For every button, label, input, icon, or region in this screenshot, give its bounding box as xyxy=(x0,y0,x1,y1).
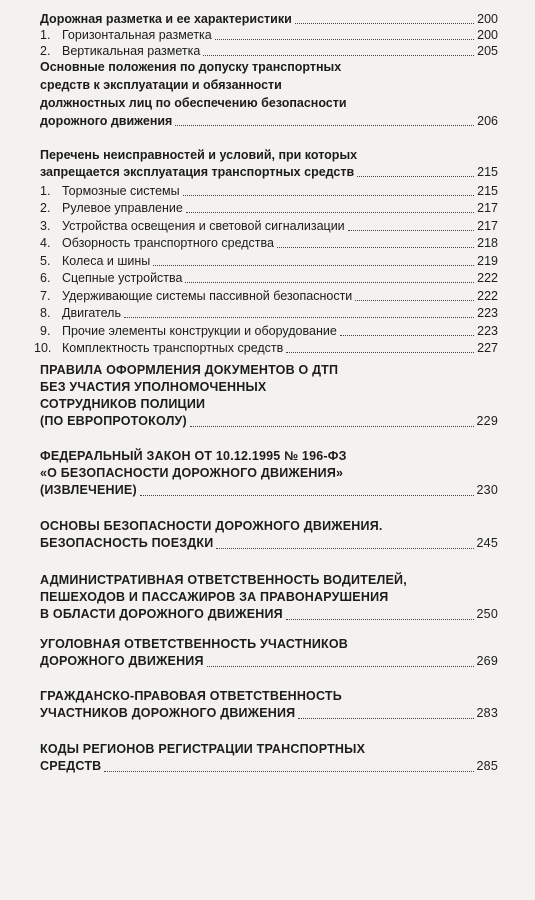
toc-chapter-safety-basics xyxy=(40,518,498,552)
chapter-title-line: ОСНОВЫ БЕЗОПАСНОСТИ ДОРОЖНОГО ДВИЖЕНИЯ. xyxy=(40,519,383,533)
chapter-title-line: СОТРУДНИКОВ ПОЛИЦИИ xyxy=(40,397,206,411)
toc-title-line: дорожного движения xyxy=(40,114,173,128)
toc-chapter-administrative xyxy=(40,572,498,623)
item-text: Вертикальная разметка xyxy=(62,44,201,58)
chapter-title-line: БЕЗОПАСНОСТЬ ПОЕЗДКИ xyxy=(40,536,214,550)
item-number: 5. xyxy=(40,253,51,268)
page-number: 217 xyxy=(477,218,498,233)
toc-subitem xyxy=(40,286,498,304)
toc-subitem xyxy=(40,199,498,217)
item-number: 2. xyxy=(40,201,51,215)
leader-dots xyxy=(185,281,474,283)
item-number: 2. xyxy=(40,44,51,58)
item-number: 10. xyxy=(34,341,52,355)
leader-dots xyxy=(203,54,474,56)
toc-subitem-list xyxy=(34,181,498,356)
toc-chapter-europrotocol xyxy=(40,362,498,430)
toc-title-line: Основные положения по допуску транспортных xyxy=(40,60,342,74)
leader-dots xyxy=(175,124,474,126)
toc-line xyxy=(40,12,498,27)
item-number: 4. xyxy=(40,236,51,250)
page-number: 217 xyxy=(477,201,498,215)
chapter-title-line: ПЕШЕХОДОВ И ПАССАЖИРОВ ЗА ПРАВОНАРУШЕНИЯ xyxy=(40,590,389,604)
leader-dots xyxy=(286,618,474,620)
toc-title: Дорожная разметка и ее характеристики xyxy=(40,12,292,26)
item-text: Обзорность транспортного средства xyxy=(62,236,274,250)
leader-dots xyxy=(104,770,473,772)
page-number: 283 xyxy=(476,706,498,720)
page-number: 215 xyxy=(477,165,498,179)
toc-subitem xyxy=(40,181,498,199)
chapter-title-line: КОДЫ РЕГИОНОВ РЕГИСТРАЦИИ ТРАНСПОРТНЫХ xyxy=(40,742,366,756)
item-text: Сцепные устройства xyxy=(62,271,183,285)
item-text: Комплектность транспортных средств xyxy=(62,341,284,355)
item-text: Рулевое управление xyxy=(62,201,183,215)
chapter-title-line: АДМИНИСТРАТИВНАЯ ОТВЕТСТВЕННОСТЬ ВОДИТЕЛЕЙ, xyxy=(40,573,407,587)
chapter-title-line: УЧАСТНИКОВ ДОРОЖНОГО ДВИЖЕНИЯ xyxy=(40,706,296,720)
item-number: 6. xyxy=(40,271,51,285)
leader-dots xyxy=(216,547,473,549)
page-number: 269 xyxy=(476,654,498,668)
chapter-title-line: «О БЕЗОПАСНОСТИ ДОРОЖНОГО ДВИЖЕНИЯ» xyxy=(40,466,344,480)
chapter-title-line: (ИЗВЛЕЧЕНИЕ) xyxy=(40,483,137,497)
toc-title-line: запрещается эксплуатация транспортных средств xyxy=(40,165,355,179)
page-number: 227 xyxy=(477,341,498,355)
leader-dots xyxy=(140,494,474,496)
toc-subitem xyxy=(40,234,498,252)
page-number: 219 xyxy=(477,253,498,268)
toc-subitem xyxy=(40,44,498,59)
page-number: 222 xyxy=(477,288,498,303)
chapter-title-line: СРЕДСТВ xyxy=(40,759,102,773)
item-number: 7. xyxy=(40,288,51,303)
toc-title-line: должностных лиц по обеспечению безопасности xyxy=(40,96,347,110)
toc-subitem xyxy=(40,216,498,234)
leader-dots xyxy=(183,194,475,196)
page-number: 250 xyxy=(476,607,498,621)
page-number: 222 xyxy=(477,271,498,285)
chapter-title-line: ПРАВИЛА ОФОРМЛЕНИЯ ДОКУМЕНТОВ О ДТП xyxy=(40,363,339,377)
chapter-title-line: (ПО ЕВРОПРОТОКОЛУ) xyxy=(40,414,187,428)
toc-subitem xyxy=(40,28,498,43)
chapter-title-line: ГРАЖДАНСКО-ПРАВОВАЯ ОТВЕТСТВЕННОСТЬ xyxy=(40,689,342,703)
item-number: 8. xyxy=(40,306,51,320)
item-number: 1. xyxy=(40,183,51,198)
page-number: 223 xyxy=(477,323,498,338)
page-number: 229 xyxy=(476,414,498,428)
leader-dots xyxy=(186,211,474,213)
toc-chapter-criminal xyxy=(40,636,498,670)
leader-dots xyxy=(277,246,474,248)
page-number: 205 xyxy=(477,44,498,58)
leader-dots xyxy=(355,299,474,301)
toc-section-malfunctions xyxy=(40,148,498,180)
leader-dots xyxy=(298,717,473,719)
toc-subitem xyxy=(40,269,498,287)
leader-dots xyxy=(295,22,474,24)
page-number: 200 xyxy=(477,12,498,26)
leader-dots xyxy=(357,175,474,177)
item-text: Прочие элементы конструкции и оборудование xyxy=(62,323,337,338)
item-number: 1. xyxy=(40,28,51,42)
chapter-title-line: БЕЗ УЧАСТИЯ УПОЛНОМОЧЕННЫХ xyxy=(40,380,267,394)
item-text: Колеса и шины xyxy=(62,253,151,268)
leader-dots xyxy=(207,665,474,667)
leader-dots xyxy=(215,38,474,40)
page-number: 245 xyxy=(476,536,498,550)
leader-dots xyxy=(190,425,474,427)
toc-subitem xyxy=(34,339,498,357)
leader-dots xyxy=(286,351,474,353)
page-number: 218 xyxy=(477,236,498,250)
page-number: 285 xyxy=(476,759,498,773)
page-number: 200 xyxy=(477,28,498,42)
page-number: 215 xyxy=(477,183,498,198)
toc-subitem xyxy=(40,304,498,322)
toc-subitem xyxy=(40,251,498,269)
leader-dots xyxy=(340,334,474,336)
leader-dots xyxy=(153,264,474,266)
toc-chapter-region-codes xyxy=(40,741,498,775)
leader-dots xyxy=(348,229,474,231)
toc-chapter-federal-law xyxy=(40,448,498,499)
page-number: 223 xyxy=(477,306,498,320)
chapter-title-line: ДОРОЖНОГО ДВИЖЕНИЯ xyxy=(40,654,204,668)
chapter-title-line: В ОБЛАСТИ ДОРОЖНОГО ДВИЖЕНИЯ xyxy=(40,607,283,621)
item-text: Удерживающие системы пассивной безопасности xyxy=(62,288,353,303)
toc-subitem xyxy=(40,321,498,339)
toc-title-line: Перечень неисправностей и условий, при которых xyxy=(40,148,358,162)
toc-title-line: средств к эксплуатации и обязанности xyxy=(40,78,282,92)
leader-dots xyxy=(124,316,474,318)
item-text: Двигатель xyxy=(62,306,121,320)
page-number: 230 xyxy=(476,483,498,497)
item-number: 3. xyxy=(40,218,51,233)
item-text: Тормозные системы xyxy=(62,183,180,198)
toc-chapter-civil xyxy=(40,688,498,722)
item-number: 9. xyxy=(40,323,51,338)
chapter-title-line: ФЕДЕРАЛЬНЫЙ ЗАКОН ОТ 10.12.1995 № 196-ФЗ xyxy=(40,449,347,463)
toc-section-road-marking xyxy=(40,12,498,27)
chapter-title-line: УГОЛОВНАЯ ОТВЕТСТВЕННОСТЬ УЧАСТНИКОВ xyxy=(40,637,349,651)
toc-section-admission xyxy=(40,60,498,129)
item-text: Устройства освещения и световой сигнализации xyxy=(62,218,345,233)
page-number: 206 xyxy=(477,114,498,128)
item-text: Горизонтальная разметка xyxy=(62,28,212,42)
